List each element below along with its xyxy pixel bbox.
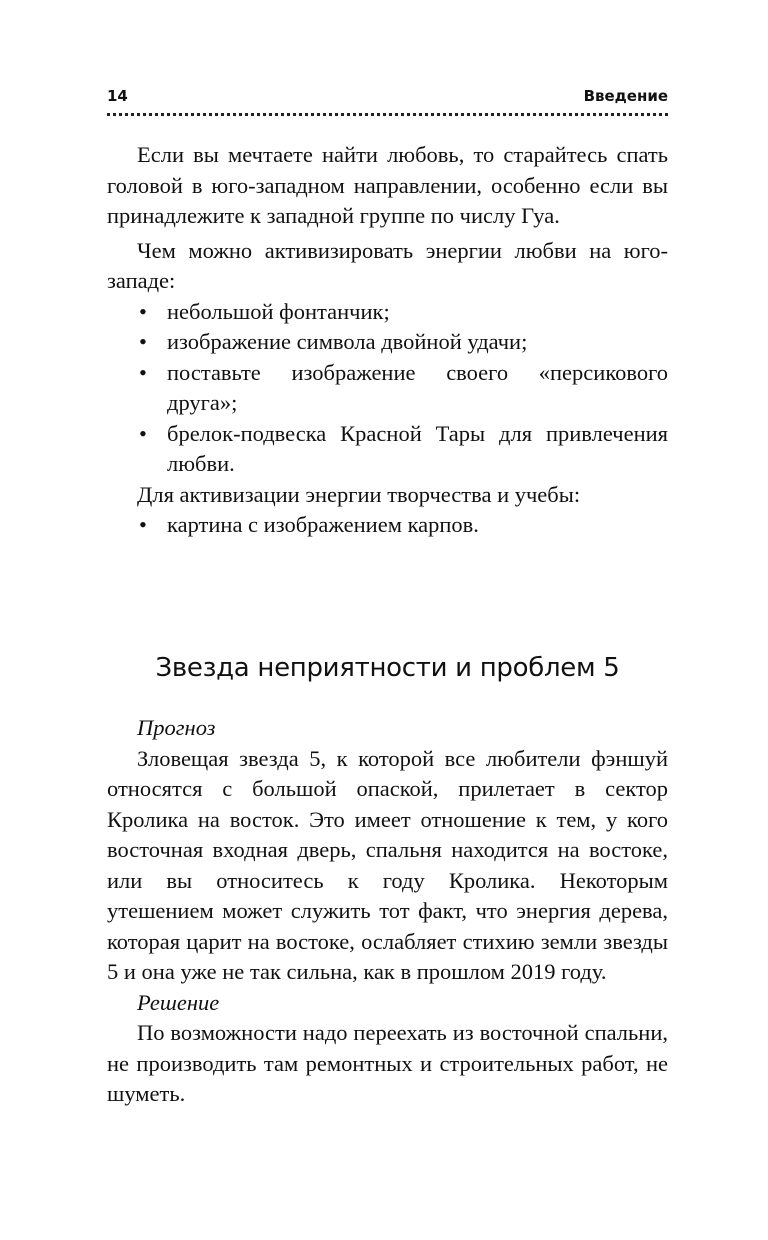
list-item: • поставьте изображение своего «персикового друга»; bbox=[139, 359, 668, 415]
bullet-icon: • bbox=[139, 298, 147, 324]
page-number: 14 bbox=[107, 87, 128, 105]
list-item: • изображение символа двойной удачи; bbox=[137, 327, 668, 358]
bullet-icon: • bbox=[139, 420, 147, 446]
forecast-label: Прогноз bbox=[137, 715, 216, 740]
solution-label: Решение bbox=[137, 989, 220, 1015]
love-lead-paragraph: Чем можно активизировать энергии любви на юго-западе: bbox=[107, 237, 668, 293]
bullet-icon: • bbox=[139, 329, 147, 354]
section-title: Введение bbox=[583, 87, 668, 105]
section-heading: Звезда неприятности и проблем 5 bbox=[155, 653, 620, 683]
creativity-lead-paragraph: Для активизации энергии творчества и учебы: bbox=[137, 481, 581, 507]
love-items-list bbox=[107, 297, 668, 480]
intro-paragraph: Если вы мечтаете найти любовь, то старайтесь спать головой в юго-западном направлении, особенно если вы принадлежите к западной группе по числу Гуа. bbox=[107, 142, 668, 228]
header-divider bbox=[107, 113, 668, 116]
forecast-paragraph: Зловещая звезда 5, к которой все любители фэншуй относятся с большой опаской, прилетает в сектор Кролика на восток. Это имеет отношение к тем, у кого восточная входная дверь, спальня находится на востоке, или вы относитесь к году Кролика. Некоторым утешением может служить тот факт, что энергия дерева, которая царит на востоке, ослабляет стихию земли звезды 5 и она уже не так сильна, как в прошлом 2019 году. bbox=[107, 745, 668, 984]
list-item: • небольшой фонтанчик; bbox=[137, 297, 668, 328]
section-body bbox=[107, 713, 668, 1110]
list-item: • брелок-подвеска Красной Тары для привлечения любви. bbox=[139, 420, 668, 476]
creativity-items-list bbox=[107, 510, 668, 541]
solution-paragraph: По возможности надо переехать из восточной спальни, не производить там ремонтных и строительных работ, не шуметь. bbox=[107, 1020, 668, 1106]
list-item: • картина с изображением карпов. bbox=[137, 510, 668, 541]
bullet-icon: • bbox=[139, 359, 147, 385]
bullet-icon: • bbox=[139, 512, 147, 537]
running-header bbox=[107, 86, 668, 108]
intro-block bbox=[107, 140, 668, 541]
